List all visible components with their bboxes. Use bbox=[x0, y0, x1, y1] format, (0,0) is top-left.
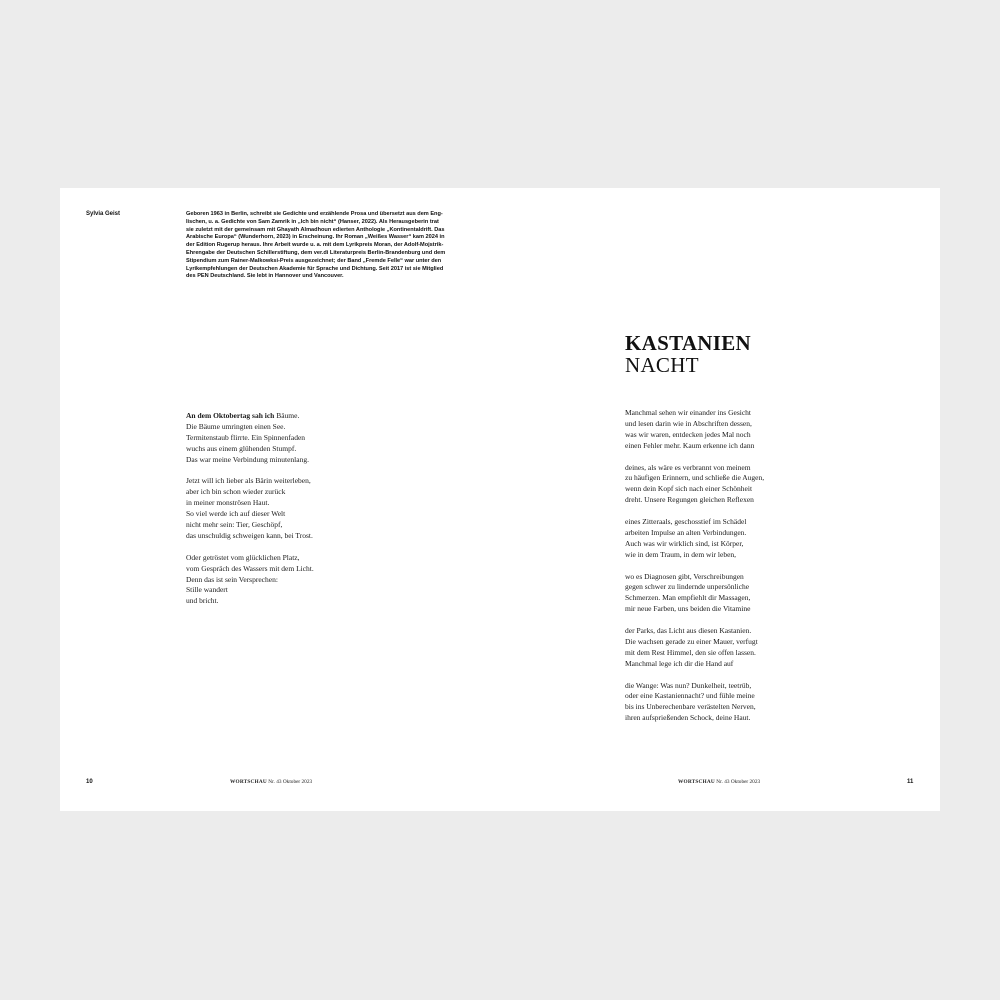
magazine-spread bbox=[60, 188, 940, 811]
poem-line: Auch was wir wirklich sind, ist Körper, bbox=[625, 538, 744, 548]
poem-line: der Parks, das Licht aus diesen Kastanien. bbox=[625, 626, 752, 636]
poem-line: Termitenstaub flirrte. Ein Spinnenfaden bbox=[186, 432, 306, 442]
poem-line: und bricht. bbox=[186, 596, 219, 606]
poem-right bbox=[625, 408, 825, 735]
poem-first-line bbox=[186, 411, 376, 422]
poem-stanza bbox=[625, 681, 825, 725]
author-bio bbox=[186, 211, 478, 281]
poem-line: wenn dein Kopf sich nach einer Schönheit bbox=[625, 484, 753, 494]
poem-line: Das war meine Verbindung minutenlang. bbox=[186, 454, 309, 464]
footer-magazine: WORTSCHAU bbox=[678, 779, 715, 785]
poem-line: gegen schwer zu lindernde unpersönliche bbox=[625, 582, 750, 592]
poem-stanza bbox=[186, 411, 376, 466]
bio-line: Stipendium zum Rainer-Malkowksi-Preis ausgezeichnet; der Band „Fremde Felle“ war unter den bbox=[186, 257, 442, 264]
poem-stanza bbox=[186, 553, 376, 608]
poem-line: wo es Diagnosen gibt, Verschreibungen bbox=[625, 571, 744, 581]
poem-line: was wir waren, entdecken jedes Mal noch bbox=[625, 429, 751, 439]
poem-stanza bbox=[625, 572, 825, 616]
poem-line: und lesen darin wie in Abschriften dessen, bbox=[625, 418, 752, 428]
poem-stanza bbox=[625, 463, 825, 507]
poem-line: Denn das ist sein Versprechen: bbox=[186, 574, 278, 584]
poem-first-line-bold: An dem Oktobertag sah ich bbox=[186, 411, 275, 420]
poem-line: wie in dem Traum, in dem wir leben, bbox=[625, 549, 737, 559]
bio-line: des PEN Deutschland. Sie lebt in Hannover und Vancouver. bbox=[186, 273, 344, 280]
poem-line: Stille wandert bbox=[186, 585, 228, 595]
poem-line: Die Bäume umringten einen See. bbox=[186, 421, 286, 431]
poem-title-line2: NACHT bbox=[625, 353, 699, 377]
poem-line: arbeiten Impulse an alten Verbindungen. bbox=[625, 527, 747, 537]
poem-line: deines, als wäre es verbrannt von meinem bbox=[625, 462, 751, 472]
poem-line: ihren aufsprießenden Schock, deine Haut. bbox=[625, 713, 751, 723]
poem-line: wuchs aus einem glühenden Stumpf. bbox=[186, 443, 297, 453]
poem-stanza bbox=[625, 408, 825, 452]
poem-line: bis ins Unberechenbare verästelten Nerven, bbox=[625, 702, 756, 712]
poem-line: Jetzt will ich lieber als Bärin weiterleben, bbox=[186, 476, 311, 486]
bio-line: Geboren 1963 in Berlin, schreibt sie Gedichte und erzählende Prosa und übersetzt aus dem Eng- bbox=[186, 211, 443, 217]
poem-line: oder eine Kastaniennacht? und fühle meine bbox=[625, 691, 755, 701]
poem-line: zu häufigen Erinnern, und schließe die Augen, bbox=[625, 473, 765, 483]
poem-line: einen Fehler mehr. Kaum erkenne ich dann bbox=[625, 440, 755, 450]
poem-line: die Wange: Was nun? Dunkelheit, teetrüb, bbox=[625, 680, 752, 690]
poem-line: So viel werde ich auf dieser Welt bbox=[186, 509, 286, 519]
poem-line: Manchmal sehen wir einander ins Gesicht bbox=[625, 408, 752, 417]
poem-line: nicht mehr sein: Tier, Geschöpf, bbox=[186, 520, 283, 530]
poem-line: das unschuldig schweigen kann, bei Trost. bbox=[186, 530, 313, 540]
bio-line: Arabische Europa“ (Wunderhorn, 2023) in Erscheinung. Ihr Roman „Weißes Wasser“ kam 2024 in bbox=[186, 234, 445, 241]
poem-title-line1: KASTANIEN bbox=[625, 331, 752, 355]
poem-line: mir neue Farben, uns beiden die Vitamine bbox=[625, 604, 751, 614]
bio-line: sie zuletzt mit der gemeinsam mit Ghayath Almadhoun edierten Anthologie „Kontinentaldrift. Das bbox=[186, 226, 445, 233]
poem-line: vom Gespräch des Wassers mit dem Licht. bbox=[186, 563, 314, 573]
footer-right bbox=[678, 779, 760, 785]
poem-line: aber ich bin schon wieder zurück bbox=[186, 487, 286, 497]
poem-line: mit dem Rest Himmel, den sie offen lassen. bbox=[625, 647, 756, 657]
poem-left bbox=[186, 411, 376, 618]
footer-issue: Nr. 43 bbox=[716, 779, 730, 785]
poem-stanza bbox=[625, 626, 825, 670]
poem-stanza bbox=[186, 476, 376, 541]
poem-line: eines Zitteraals, geschosstief im Schädel bbox=[625, 517, 747, 527]
poem-line: in meiner monströsen Haut. bbox=[186, 498, 270, 508]
bio-line: lischen, u. a. Gedichte von Sam Zamrik in „Ich bin nicht“ (Hanser, 2022). Als Herausgeberin trat bbox=[186, 218, 439, 225]
footer-date: Oktober 2023 bbox=[730, 779, 761, 785]
bio-line: der Edition Rugerup heraus. Ihre Arbeit wurde u. a. mit dem Lyrikpreis Moran, der Adolf-Mojstrik- bbox=[186, 242, 444, 249]
poem-stanza bbox=[625, 517, 825, 561]
poem-line: Oder getröstet vom glücklichen Platz, bbox=[186, 552, 300, 562]
poem-line: Die wachsen gerade zu einer Mauer, verfugt bbox=[625, 636, 758, 646]
page-number-left: 10 bbox=[86, 779, 93, 785]
poem-line: dreht. Unsere Regungen gleichen Reflexen bbox=[625, 495, 754, 505]
footer-issue: Nr. 43 bbox=[268, 779, 282, 785]
bio-line: Lyrikempfehlungen der Deutschen Akademie für Sprache und Dichtung. Seit 2017 ist sie Mitglied bbox=[186, 265, 444, 272]
poem-line: Schmerzen. Man empfiehlt dir Massagen, bbox=[625, 593, 751, 603]
footer-magazine: WORTSCHAU bbox=[230, 779, 267, 785]
poem-title bbox=[625, 332, 751, 376]
author-name: Sylvia Geist bbox=[86, 211, 121, 217]
page-number-right: 11 bbox=[907, 779, 914, 785]
bio-line: Ehrengabe der Deutschen Schillerstiftung, dem ver.di Literaturpreis Berlin-Brandenburg und dem bbox=[186, 249, 446, 256]
footer-left bbox=[230, 779, 312, 785]
poem-line: Manchmal lege ich dir die Hand auf bbox=[625, 658, 734, 668]
poem-first-line-rest: Bäume. bbox=[274, 411, 300, 420]
footer-date: Oktober 2023 bbox=[282, 779, 313, 785]
